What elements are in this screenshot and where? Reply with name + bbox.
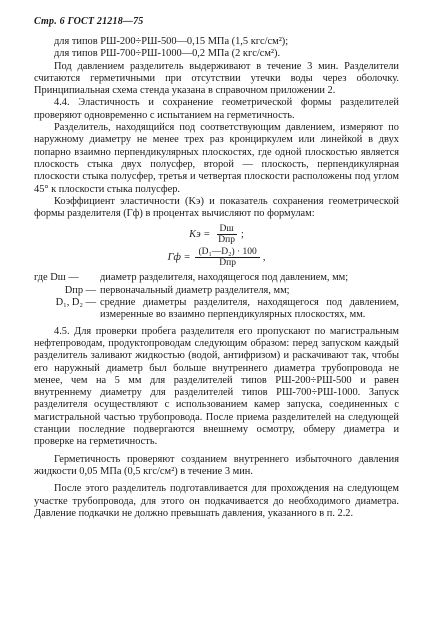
definition-text: диаметр разделителя, находящегося под давлением, мм; — [100, 272, 349, 284]
fraction-numerator: (D₁—D₂) · 100 — [195, 247, 259, 258]
definition-row — [34, 272, 399, 284]
paragraph: Под давлением разделитель выдерживают в течение 3 мин. Разделители считаются герметичными при отсутствии утечки воды через оболочку. Принципиальная схема стенда указана в справочном приложении 2. — [34, 60, 399, 97]
paragraph: 4.4. Эластичность и сохранение геометрической формы разделителей проверяют одновременно с испытанием на герметичность. — [34, 97, 399, 121]
formula-tail: ; — [240, 228, 244, 240]
definitions-table — [34, 272, 399, 321]
formula-shape — [34, 247, 399, 268]
fraction-numerator: Dш — [217, 224, 237, 235]
definition-row — [34, 285, 399, 297]
definition-symbol: где Dш — — [34, 272, 79, 284]
paragraph: 4.5. Для проверки пробега разделителя его пропускают по магистральным нефтепроводам, продуктопроводам следующим образом: перед запуском каждый разделитель заливают жидкостью (водой, антифризом) и раскачивают так, чтобы его наружный диаметр был больше внутреннего диаметра трубопровода не менее, чем на 5 мм для разделителей типов РШ-200÷РШ-500 и равен внутреннему диаметру для разделителей типов РШ-700÷РШ-1000. Запуск разделителя осуществляют с использованием камер запуска, соединенных с магистральной частью трубопровода. После приема разделителей на следующей станции последние подвергаются внешнему осмотру, обмеру диаметра и проверке на герметичность. — [34, 325, 399, 448]
formula-lhs: Гф = — [167, 251, 191, 263]
formula-tail: , — [262, 251, 266, 263]
text-line: для типов РШ-200÷РШ-500—0,15 МПа (1,5 кгс/см²); — [54, 36, 289, 47]
paragraph: Разделитель, находящийся под соответствующим давлением, измеряют по наружному диаметру не менее трех раз кронциркулем или линейкой в двух попарно взаимно перпендикулярных плоскостях, где одной плоскостью является плоскость стыка двух полусфер, второй — плоскость, перпендикулярная плоскости стыка полусфер, третья и четвертая плоскости расположены под углом 45° к плоскости стыка полусфер. — [34, 122, 399, 195]
definition-symbol: Dпр — — [64, 284, 96, 296]
formula-block — [34, 224, 399, 268]
fraction — [195, 247, 259, 268]
formula-lhs: Kэ = — [189, 228, 211, 240]
definition-text: средние диаметры разделителя, находящегося под давлением, измеренные во взаимно перпендикулярных плоскостях, мм. — [100, 297, 399, 321]
fraction-denominator: Dпр — [218, 235, 235, 246]
paragraph: После этого разделитель подготавливается для прохождения на следующем участке трубопровода, для этого он подкачивается до необходимого диаметра. Давление подкачки не должно превышать давления, указанного в п. 2.2. — [34, 483, 399, 519]
fraction — [215, 224, 238, 245]
definition-text: первоначальный диаметр разделителя, мм; — [100, 284, 290, 296]
paragraph: Герметичность проверяют созданием внутреннего избыточного давления жидкости 0,05 МПа (0,5 кгс/см²) в течение 3 мин. — [34, 453, 399, 477]
definition-row — [34, 297, 399, 322]
text-line: для типов РШ-700÷РШ-1000—0,2 МПа (2 кгс/см²). — [54, 48, 281, 60]
paragraph: Коэффициент эластичности (Kэ) и показатель сохранения геометрической формы разделителя (Гф) в процентах вычисляют по формулам: — [34, 195, 399, 220]
fraction-denominator: Dпр — [219, 258, 236, 269]
page-header: Стр. 6 ГОСТ 21218—75 — [34, 16, 144, 27]
definition-symbol: D₁, D₂ — — [55, 297, 96, 309]
formula-elasticity — [34, 224, 399, 245]
